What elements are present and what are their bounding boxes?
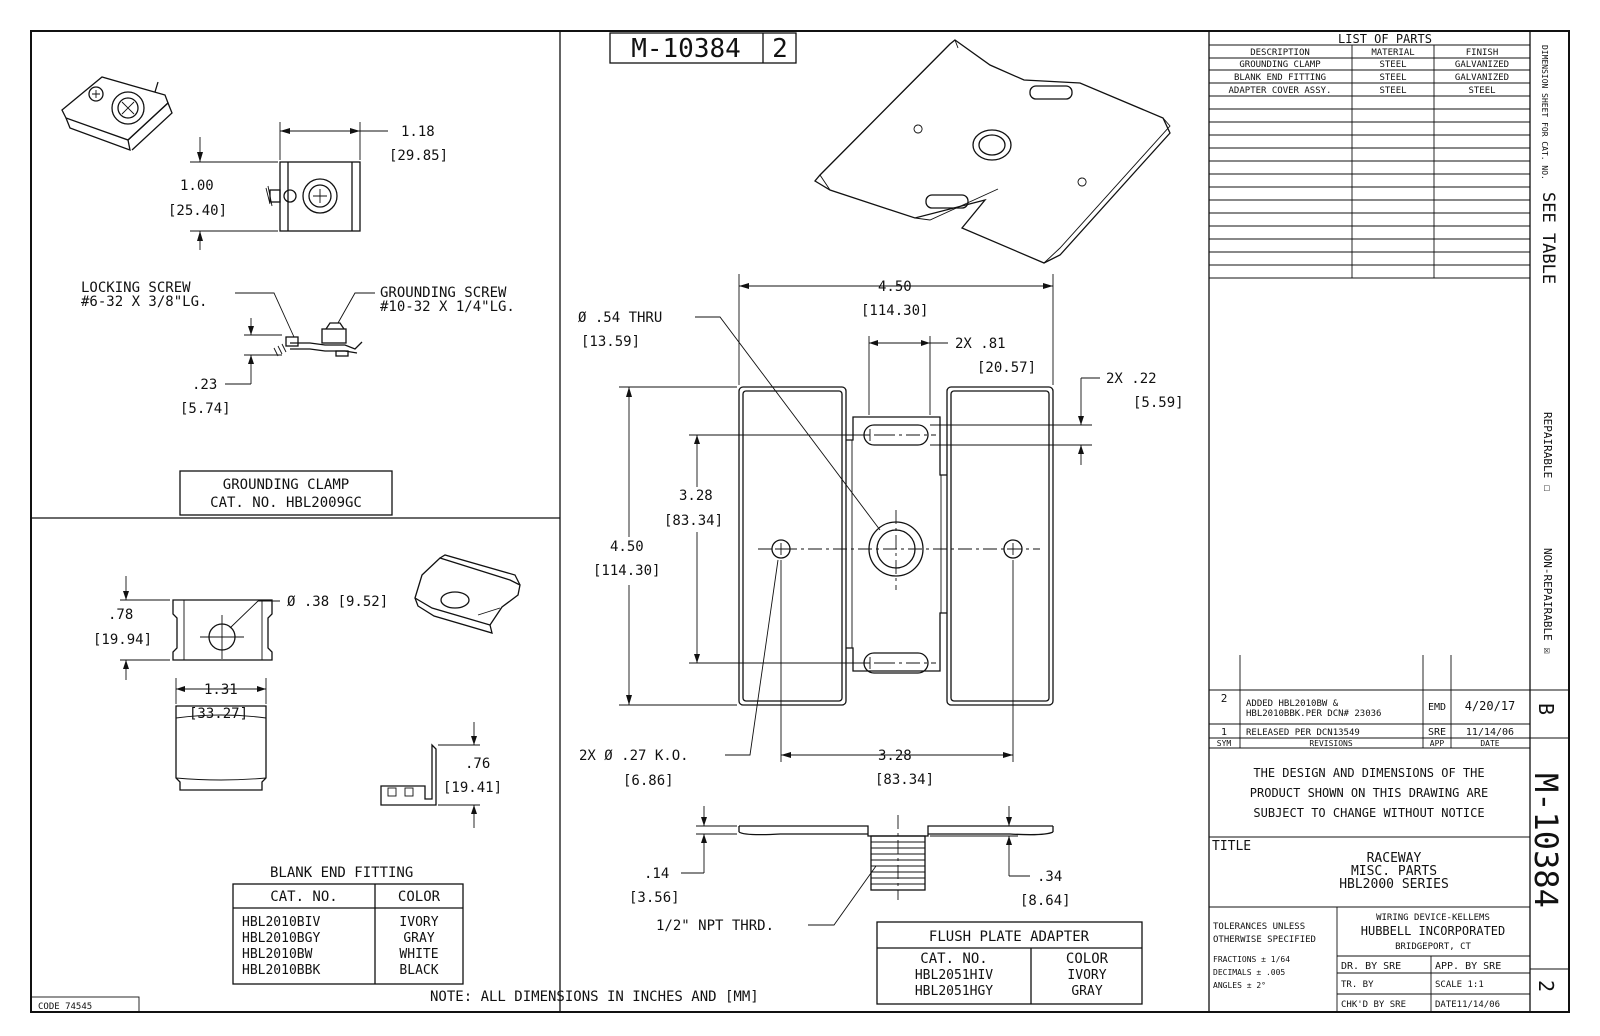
grounding-clamp-title-1: GROUNDING CLAMP — [222, 477, 350, 493]
thru-hole-label-mm: [13.59] — [581, 334, 641, 350]
blank-end-front-view — [173, 600, 272, 660]
rev2-app: EMD — [1427, 702, 1447, 713]
blank-end-height-dim-mm: [19.94] — [93, 632, 153, 648]
clamp-height-dim-mm: [25.40] — [168, 203, 228, 219]
rev2-desc-1: ADDED HBL2010BW & — [1246, 699, 1339, 709]
drawn-by: DR. BY SRE — [1341, 961, 1402, 972]
sheet-border — [31, 31, 1569, 1012]
tolerance-1: TOLERANCES UNLESS — [1213, 922, 1306, 932]
blank-end-col-color: COLOR — [397, 889, 441, 905]
parts-row1-material: STEEL — [1379, 60, 1407, 70]
flush-plate-color-1: IVORY — [1067, 968, 1107, 983]
parts-row2-finish: GALVANIZED — [1454, 73, 1510, 83]
adapter-height-dim-mm: [8.64] — [1020, 893, 1071, 909]
plate-width-dim: 4.50 — [878, 279, 912, 295]
grounding-screw-label-1: GROUNDING SCREW — [380, 285, 507, 301]
rev-header-rev: REVISIONS — [1309, 739, 1353, 748]
slot-width-dim: 2X .81 — [955, 336, 1006, 352]
grounding-clamp-side-view — [274, 323, 362, 356]
blank-end-side-dim-mm: [19.41] — [443, 780, 503, 796]
drawing-number: M-10384 — [631, 34, 741, 64]
clamp-width-dim: 1.18 — [401, 124, 435, 140]
sidebar-dimension-sheet: DIMENSION SHEET FOR CAT. NO. — [1540, 45, 1549, 180]
blank-end-width-dim-mm: [33.27] — [189, 706, 249, 722]
thru-hole-label: Ø .54 THRU — [578, 310, 663, 326]
plate-height-dim: 4.50 — [610, 539, 644, 555]
company-2: HUBBELL INCORPORATED — [1360, 924, 1506, 938]
blank-end-cat-2: HBL2010BGY — [242, 931, 321, 946]
title-line-3: HBL2000 SERIES — [1339, 877, 1449, 892]
parts-row3-finish: STEEL — [1468, 86, 1496, 96]
slot-spacing-dim-mm: [83.34] — [664, 513, 724, 529]
tolerance-2: OTHERWISE SPECIFIED — [1213, 935, 1316, 945]
slot-width-dim-mm: [20.57] — [977, 360, 1037, 376]
tol-decimals: DECIMALS ± .005 — [1213, 968, 1286, 977]
grounding-screw-label-2: #10-32 X 1/4"LG. — [380, 299, 515, 315]
notice-line-3: SUBJECT TO CHANGE WITHOUT NOTICE — [1253, 806, 1485, 820]
blank-end-cat-1: HBL2010BIV — [242, 915, 321, 930]
clamp-height-dim: 1.00 — [180, 178, 214, 194]
blank-end-cat-4: HBL2010BBK — [242, 963, 321, 978]
flush-plate-cat-2: HBL2051HGY — [914, 984, 994, 999]
npt-thread-label: 1/2" NPT THRD. — [656, 918, 775, 934]
flush-plate-cat-1: HBL2051HIV — [914, 968, 994, 983]
rev2-date: 4/20/17 — [1464, 699, 1516, 713]
title-date: DATE11/14/06 — [1435, 1000, 1501, 1010]
knockout-label-mm: [6.86] — [623, 773, 674, 789]
ko-spacing-dim-mm: [83.34] — [875, 772, 935, 788]
blank-end-iso-view — [415, 555, 520, 633]
parts-row3-material: STEEL — [1379, 86, 1407, 96]
sidebar-drawing-number: M-10384 — [1527, 773, 1565, 908]
flush-plate-table-title: FLUSH PLATE ADAPTER — [928, 929, 1090, 945]
rev-header-sym: SYM — [1216, 739, 1232, 748]
notice-line-2: PRODUCT SHOWN ON THIS DRAWING ARE — [1249, 786, 1489, 800]
slot-height-dim-mm: [5.59] — [1133, 395, 1184, 411]
code-number: CODE 74545 — [38, 1002, 93, 1012]
sidebar-letter: B — [1534, 703, 1558, 716]
parts-list-title: LIST OF PARTS — [1338, 32, 1432, 46]
plate-width-dim-mm: [114.30] — [861, 303, 929, 319]
plate-height-dim-mm: [114.30] — [593, 563, 661, 579]
rev1-app: SRE — [1427, 727, 1447, 738]
title-line-1: RACEWAY — [1366, 851, 1422, 866]
parts-row2-material: STEEL — [1379, 73, 1407, 83]
blank-end-height-dim: .78 — [108, 607, 134, 623]
rev-header-app: APP — [1429, 739, 1445, 748]
blank-end-color-3: WHITE — [399, 947, 439, 962]
sidebar-see-table: SEE TABLE — [1538, 192, 1558, 285]
rev2-sym: 2 — [1220, 692, 1228, 705]
locking-screw-label-1: LOCKING SCREW — [81, 280, 191, 296]
parts-row1-finish: GALVANIZED — [1454, 60, 1510, 70]
flush-plate-col-color: COLOR — [1065, 951, 1109, 967]
parts-row3-desc: ADAPTER COVER ASSY. — [1228, 86, 1332, 96]
grounding-clamp-front-view — [266, 162, 360, 231]
blank-end-color-1: IVORY — [399, 915, 439, 930]
scale: SCALE 1:1 — [1435, 980, 1484, 990]
sidebar-non-repairable: NON-REPAIRABLE ☒ — [1541, 548, 1554, 654]
checked-by: CHK'D BY SRE — [1341, 1000, 1407, 1010]
notice-line-1: THE DESIGN AND DIMENSIONS OF THE — [1253, 766, 1485, 780]
title-line-2: MISC. PARTS — [1350, 864, 1438, 879]
blank-end-hole-dim: Ø .38 [9.52] — [287, 594, 389, 610]
adapter-height-dim: .34 — [1037, 869, 1063, 885]
blank-end-side-view — [381, 745, 436, 805]
blank-end-cat-3: HBL2010BW — [242, 947, 313, 962]
plate-thk-dim: .14 — [644, 866, 670, 882]
traced-by: TR. BY — [1341, 980, 1374, 990]
flush-plate-iso-view — [815, 40, 1170, 263]
flush-plate-color-2: GRAY — [1071, 984, 1103, 999]
parts-header-desc: DESCRIPTION — [1250, 48, 1310, 58]
grounding-clamp-title-2: CAT. NO. HBL2009GC — [210, 495, 362, 511]
slot-height-dim: 2X .22 — [1106, 371, 1157, 387]
knockout-label: 2X Ø .27 K.O. — [579, 748, 689, 764]
locking-screw-label-2: #6-32 X 3/8"LG. — [81, 294, 208, 310]
company-1: WIRING DEVICE-KELLEMS — [1376, 913, 1490, 923]
clamp-width-dim-mm: [29.85] — [389, 148, 449, 164]
clamp-thk-dim: .23 — [192, 377, 218, 393]
drawing-revision: 2 — [772, 34, 788, 64]
parts-row2-desc: BLANK END FITTING — [1233, 73, 1327, 83]
clamp-thk-dim-mm: [5.74] — [180, 401, 231, 417]
ko-spacing-dim: 3.28 — [878, 748, 912, 764]
tol-angles: ANGLES ± 2° — [1213, 981, 1266, 990]
dimension-note: NOTE: ALL DIMENSIONS IN INCHES AND [MM] — [430, 989, 759, 1005]
title-label: TITLE — [1212, 839, 1252, 854]
rev-header-date: DATE — [1480, 739, 1500, 748]
rev2-desc-2: HBL2010BBK.PER DCN# 23036 — [1246, 709, 1382, 719]
sidebar-repairable: REPAIRABLE ☐ — [1541, 412, 1554, 492]
parts-header-material: MATERIAL — [1371, 48, 1415, 58]
rev1-date: 11/14/06 — [1465, 727, 1515, 738]
blank-end-col-cat: CAT. NO. — [270, 889, 338, 905]
parts-row1-desc: GROUNDING CLAMP — [1239, 60, 1321, 70]
blank-end-color-2: GRAY — [403, 931, 435, 946]
blank-end-side-dim: .76 — [465, 756, 491, 772]
flush-plate-side-view — [739, 815, 1053, 900]
sidebar-revision: 2 — [1534, 980, 1558, 993]
grounding-clamp-iso-view — [62, 77, 172, 150]
parts-header-finish: FINISH — [1465, 48, 1499, 58]
rev1-sym: 1 — [1220, 727, 1228, 738]
tol-fractions: FRACTIONS ± 1/64 — [1213, 955, 1291, 964]
blank-end-width-dim: 1.31 — [204, 682, 238, 698]
company-3: BRIDGEPORT, CT — [1395, 942, 1471, 952]
plate-thk-dim-mm: [3.56] — [629, 890, 680, 906]
blank-end-color-4: BLACK — [399, 963, 439, 978]
flush-plate-col-cat: CAT. NO. — [920, 951, 988, 967]
blank-end-table-title: BLANK END FITTING — [270, 865, 414, 881]
rev1-desc: RELEASED PER DCN13549 — [1246, 728, 1360, 738]
approved-by: APP. BY SRE — [1435, 961, 1502, 972]
slot-spacing-dim: 3.28 — [679, 488, 713, 504]
